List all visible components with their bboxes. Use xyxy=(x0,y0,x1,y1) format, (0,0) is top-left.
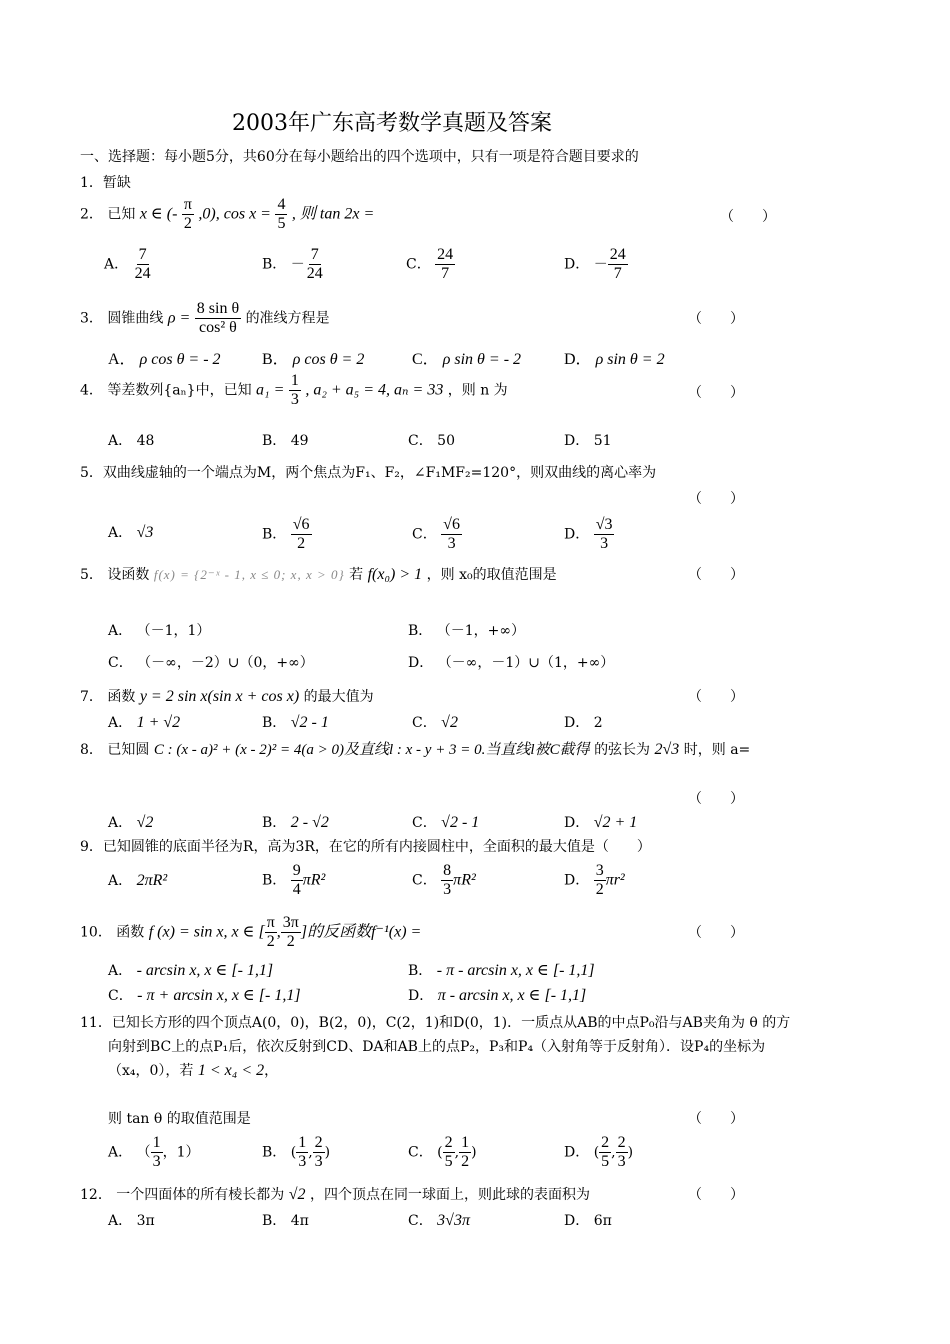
question-7: 7． 函数 y = 2 sin x(sin x + cos x) 的最大值为 xyxy=(80,688,374,705)
question-3 xyxy=(80,300,330,337)
question-text: ，四个顶点在同一球面上，则此球的表面积为 xyxy=(309,1187,590,1203)
question-text: 暂缺 xyxy=(102,175,131,191)
question-text: 函数 xyxy=(107,689,136,705)
question-text: 设函数 xyxy=(107,567,150,583)
question-text: 的准线方程是 xyxy=(245,310,330,327)
question-text: 若 xyxy=(349,567,364,583)
question-text: 时，则 a= xyxy=(683,742,751,758)
answer-blank: （ ） xyxy=(688,689,744,705)
question-number: 8． xyxy=(80,742,103,758)
question-number: 10． xyxy=(80,924,112,941)
section-header: 一、选择题：每小题5分，共60分在每小题给出的四个选项中，只有一项是符合题目要求的 xyxy=(80,149,639,165)
answer-blank: （ ） xyxy=(688,1111,744,1127)
fraction: $\frac{\text{8 sin θ}}{\text{cos² θ}}$ xyxy=(196,300,240,336)
question-text: 已知圆 xyxy=(107,742,150,758)
math-expression: ,0), cos x = xyxy=(198,205,271,223)
answer-blank: （ ） xyxy=(688,1187,744,1203)
question-number: 3． xyxy=(80,310,103,327)
question-number: 5． xyxy=(80,567,103,583)
math-expression: , 则 tan 2x = xyxy=(291,205,375,223)
question-12: 12． 一个四面体的所有棱长都为 √2 ，四个顶点在同一球面上，则此球的表面积为 xyxy=(80,1186,590,1203)
question-text: 已知 xyxy=(107,206,136,223)
question-number: 9． xyxy=(80,839,103,855)
question-1 xyxy=(80,172,131,192)
page-title: 2003年广东高考数学真题及答案 xyxy=(232,111,552,136)
question-4: 4． 等差数列{aₙ}中，已知 a₁ = $\frac{1}{3}$ , a₂ + a₅ = 4, aₙ = 33 ，则 n 为 xyxy=(80,372,508,408)
question-text: 圆锥曲线 xyxy=(107,310,164,327)
question-text: 的弦长为 xyxy=(594,742,651,758)
fraction: $\frac{\pi}{2}$ xyxy=(183,196,192,232)
answer-blank: （ ） xyxy=(688,491,744,507)
question-10: 10． 函数 f (x) = sin x, x ∈ [ $\frac{\pi}{2}$ , $\frac{3\pi}{2}$ ]的反函数f⁻¹(x) = xyxy=(80,914,422,950)
question-text: 等差数列{aₙ}中，已知 xyxy=(107,382,252,399)
math-expression: ρ = xyxy=(167,309,191,327)
question-9 xyxy=(80,836,651,856)
question-text: 函数 xyxy=(116,924,145,941)
answer-blank: （ ） xyxy=(720,209,776,225)
piecewise-function: f(x) = {2⁻ˣ - 1, x ≤ 0; x, x > 0} xyxy=(153,567,345,582)
answer-blank: （ ） xyxy=(688,925,744,941)
answer-blank: （ ） xyxy=(688,567,744,583)
question-11-line-2: 向射到BC上的点P₁后，依次反射到CD、DA和AB上的点P₂，P₃和P₄（入射角等于反射角）．设P₄的坐标为 xyxy=(108,1039,766,1055)
question-text: 已知长方形的四个顶点A(0，0)，B(2，0)，C(2，1)和D(0，1)．一质点从AB的中点P₀沿与AB夹角为 θ 的方 xyxy=(111,1015,791,1031)
question-11-line-4: 则 tan θ 的取值范围是 xyxy=(108,1111,251,1127)
question-number: 7． xyxy=(80,689,103,705)
question-11-line-3: （x₄，0），若 1 < x₄ < 2， xyxy=(108,1062,279,1079)
question-text: ，则 n 为 xyxy=(447,382,508,399)
question-text: 已知圆锥的底面半径为R，高为3R，在它的所有内接圆柱中，全面积的最大值是（ ） xyxy=(102,839,651,855)
question-5 xyxy=(80,462,656,482)
question-number: 2． xyxy=(80,206,103,223)
answer-blank: （ ） xyxy=(688,791,744,807)
question-11 xyxy=(80,1012,790,1032)
question-number: 11． xyxy=(80,1015,112,1031)
question-text: ，则 x₀的取值范围是 xyxy=(426,567,557,583)
math-expression: x ∈ (- xyxy=(139,205,178,223)
question-2 xyxy=(80,196,374,233)
question-8: 8． 已知圆 C : (x - a)² + (x - 2)² = 4(a > 0)及直线l : x - y + 3 = 0.当直线l被C截得 的弦长为 2√3 时，则 a= xyxy=(80,741,751,758)
question-number: 1． xyxy=(80,175,103,191)
question-6: 5． 设函数 f(x) = {2⁻ˣ - 1, x ≤ 0; x, x > 0} 若 f(x₀) > 1 ，则 x₀的取值范围是 xyxy=(80,566,557,583)
fraction: $\frac{4}{5}$ xyxy=(277,196,286,232)
answer-blank: （ ） xyxy=(688,311,744,327)
question-number: 4． xyxy=(80,382,103,399)
question-text: 双曲线虚轴的一个端点为M，两个焦点为F₁、F₂，∠F₁MF₂=120°，则双曲线的离心率为 xyxy=(102,465,657,481)
question-text: 的最大值为 xyxy=(303,689,374,705)
question-number: 12． xyxy=(80,1187,112,1203)
fraction: $\frac{1}{3}$ xyxy=(290,372,299,408)
answer-blank: （ ） xyxy=(688,385,744,401)
question-text: 一个四面体的所有棱长都为 xyxy=(116,1187,285,1203)
question-number: 5． xyxy=(80,465,103,481)
